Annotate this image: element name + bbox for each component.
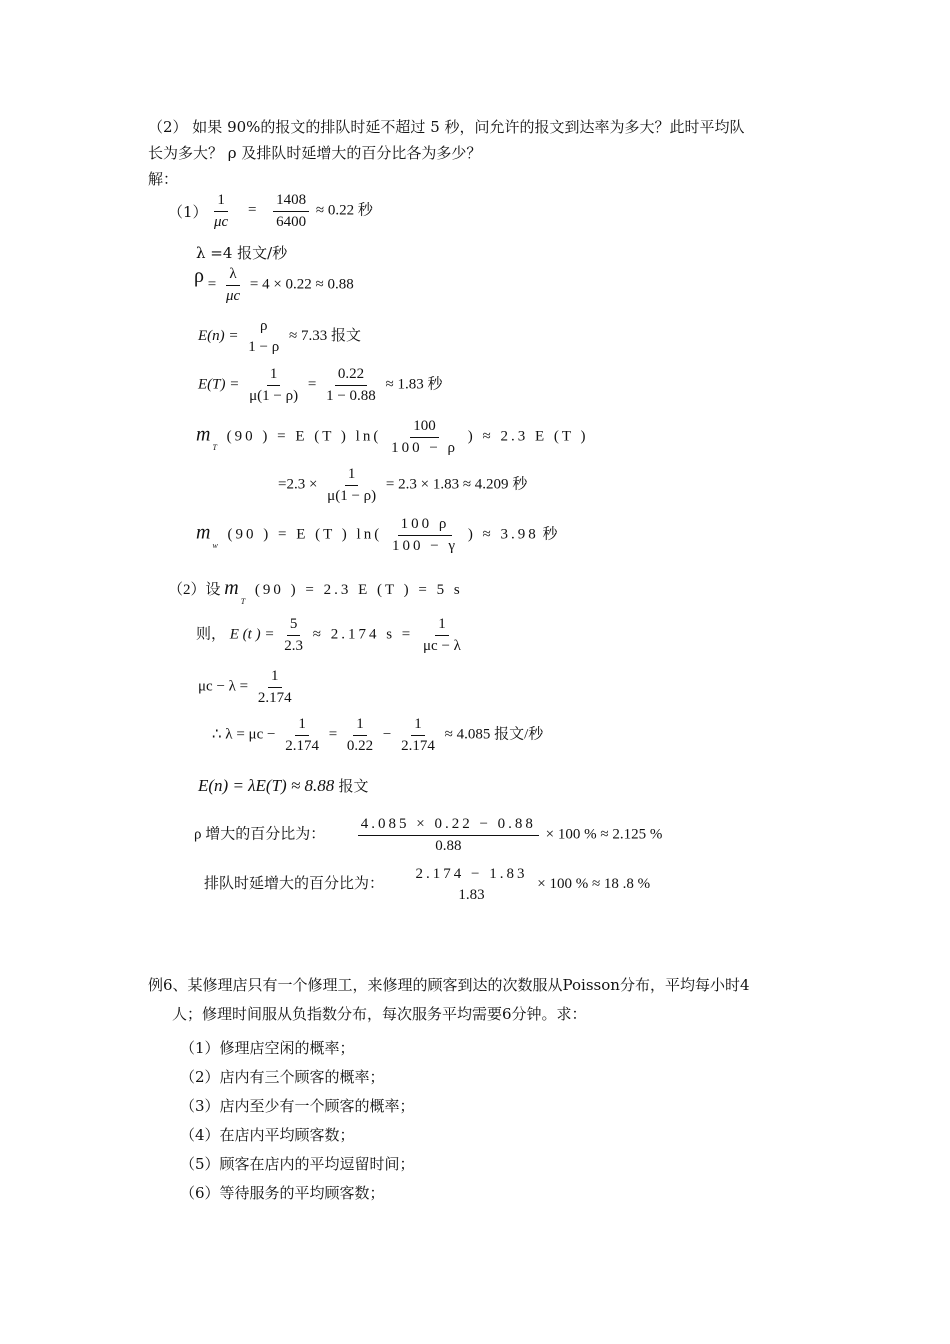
eq-Et: 则， E (t ) = $\frac{5}{2.3}$ ≈ 2.174 s = $\frac{1}{\mu c - \lambda}$ bbox=[196, 616, 461, 654]
example6-item-1: （1）修理店空闲的概率； bbox=[180, 1039, 355, 1057]
example6-item-6: （6）等待服务的平均顾客数； bbox=[180, 1184, 385, 1202]
eq-muc: $\frac{1}{\mu c}$ = $\frac{1408}{6400}$ ≈ 0.22 秒 bbox=[214, 192, 373, 230]
question-line-1: （2） 如果 90%的报文的排队时延不超过 5 秒，问允许的报文到达率为多大？此时平均队 bbox=[148, 118, 745, 136]
eq-set: （2）设 $m_T$ (90 ) = 2.3 E (T ) = 5 s bbox=[168, 577, 463, 606]
eq-rho: ρ = $\frac{\lambda}{\mu c}$ = 4 × 0.22 ≈ 0.88 bbox=[194, 265, 354, 304]
lambda-line: λ =4 报文/秒 bbox=[196, 244, 288, 262]
example6-item-2: （2）店内有三个顾客的概率； bbox=[180, 1068, 385, 1086]
eq-mW: $m_w$ (90 ) = E (T ) ln( $\frac{100 \rho}{100 - \gamma}$ ) ≈ 3.98 秒 bbox=[196, 516, 558, 554]
eq-En2: E(n) = λE(T) ≈ 8.88 报文 bbox=[198, 776, 369, 795]
example6-item-4: （4）在店内平均顾客数； bbox=[180, 1126, 355, 1144]
example6-item-3: （3）店内至少有一个顾客的概率； bbox=[180, 1097, 415, 1115]
example6-line-1: 例6、某修理店只有一个修理工，来修理的顾客到达的次数服从Poisson分布，平均每小时4 bbox=[148, 976, 750, 994]
example6-line-2: 人；修理时间服从负指数分布，每次服务平均需要6分钟。求： bbox=[172, 1005, 587, 1023]
part1-label: （1） bbox=[168, 203, 208, 221]
eq-mT: $m_T$ (90 ) = E (T ) ln( $\frac{100}{100 - \rho}$ ) ≈ 2.3 E (T ) bbox=[196, 418, 589, 456]
eq-ET: E(T) = $\frac{1}{\mu(1 - \rho)}$ = $\frac{0.22}{1 - 0.88}$ ≈ 1.83 秒 bbox=[198, 366, 443, 404]
eq-lambda: ∴ λ = μc − $\frac{1}{2.174}$ = $\frac{1}{0.22}$ − $\frac{1}{2.174}$ ≈ 4.085 报文/秒 bbox=[212, 716, 544, 754]
solution-label: 解： bbox=[148, 170, 179, 188]
question-line-2: 长为多大？ ρ 及排队时延增大的百分比各为多少？ bbox=[148, 144, 482, 162]
example6-item-5: （5）顾客在店内的平均逗留时间； bbox=[180, 1155, 415, 1173]
rho-increase: ρ 增大的百分比为： $\frac{4.085 \times 0.22 - 0.88}{0.88}$ × 100 % ≈ 2.125 % bbox=[194, 816, 663, 854]
eq-mT-2: =2.3 × $\frac{1}{\mu(1 - \rho)}$ = 2.3 × 1.83 ≈ 4.209 秒 bbox=[278, 466, 528, 504]
eq-En: E(n) = ρ 1 − ρ ≈ 7.33 报文 bbox=[198, 318, 361, 355]
delay-increase: 排队时延增大的百分比为： 2.174 − 1.83 1.83 × 100 % ≈ 18 .8 % bbox=[204, 866, 651, 903]
eq-diff: μc − λ = $\frac{1}{2.174}$ bbox=[198, 668, 292, 706]
